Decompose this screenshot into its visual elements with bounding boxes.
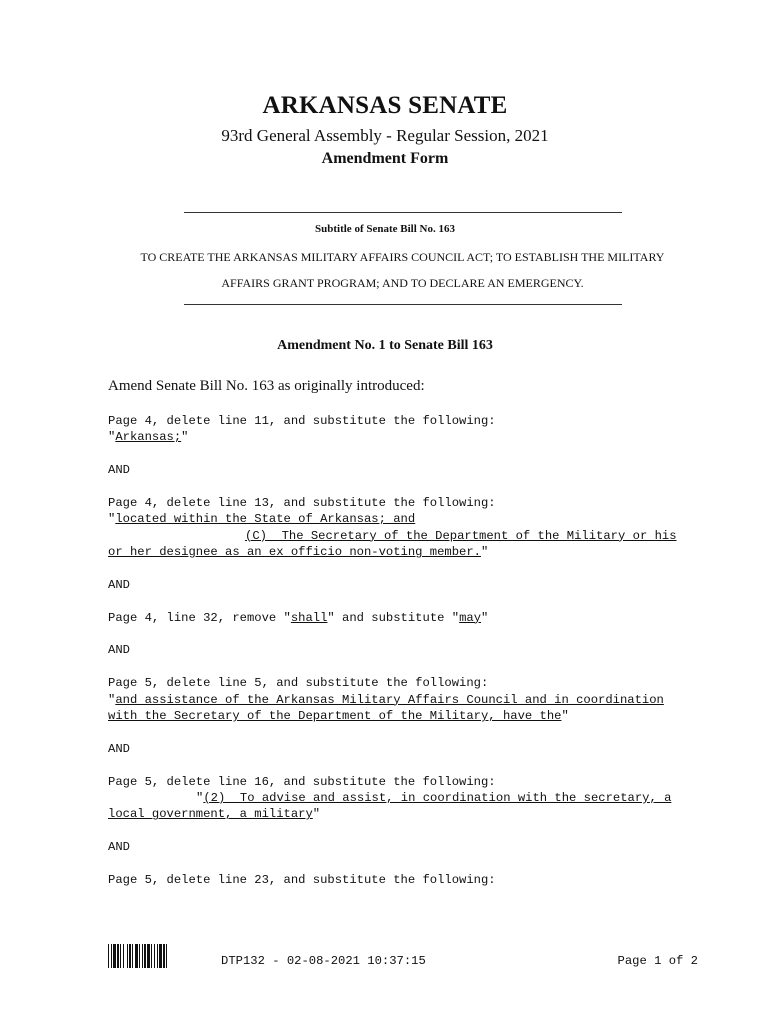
substitute-text: "and assistance of the Arkansas Military Affairs Council and in coordination [108,692,664,707]
inserted-text: local government, a military [108,807,313,822]
document-title: ARKANSAS SENATE [262,92,508,119]
substitute-text: "Arkansas;" [108,430,189,445]
subtitle-label: Subtitle of Senate Bill No. 163 [315,223,455,235]
instruction-line: Page 4, delete line 13, and substitute the following: [108,495,496,510]
form-title: Amendment Form [321,150,449,167]
instruction-line: Page 4, line 32, remove "shall" and substitute "may" [108,610,489,625]
instruction-line: Page 5, delete line 16, and substitute the following: [108,774,496,789]
bottom-rule [184,304,622,305]
substitute-text: or her designee as an ex officio non-voting member." [108,545,489,560]
inserted-word: may [459,610,482,625]
inserted-text: with the Secretary of the Department of the Military, have the [108,709,562,724]
amendment-body [108,413,708,888]
instruction-line: Page 4, delete line 11, and substitute the following: [108,414,496,428]
instruction-line: Page 5, delete line 5, and substitute the following: [108,676,489,691]
subtitle-line-2: AFFAIRS GRANT PROGRAM; AND TO DECLARE AN EMERGENCY. [221,276,584,290]
instruction-line: Page 5, delete line 23, and substitute the following: [108,872,496,887]
substitute-text: with the Secretary of the Department of the Military, have the" [108,709,569,724]
session-line: 93rd General Assembly - Regular Session, 2021 [221,126,549,145]
and-separator: AND [108,840,130,855]
inserted-text: (C) The Secretary of the Department of the Military or his [245,528,677,543]
subtitle-text [100,244,705,296]
page-number: Page 1 of 2 [617,954,698,968]
substitute-text: local government, a military" [108,807,321,822]
and-separator: AND [108,577,130,592]
inserted-text: and assistance of the Arkansas Military Affairs Council and in coordination [115,692,664,707]
and-separator: AND [108,463,130,478]
substitute-text: "(2) To advise and assist, in coordination with the secretary, a [196,790,672,805]
and-separator: AND [108,643,130,658]
and-separator: AND [108,741,130,756]
page-footer [108,944,698,972]
inserted-text: located within the State of Arkansas; and [115,512,416,527]
removed-word: shall [290,610,328,625]
barcode-icon [108,944,200,968]
inserted-text: or her designee as an ex officio non-voting member. [108,545,481,560]
amendment-intro: Amend Senate Bill No. 163 as originally introduced: [108,378,425,394]
inserted-text: Arkansas; [115,430,182,445]
top-rule [184,212,622,213]
inserted-text: (2) To advise and assist, in coordination with the secretary, a [203,790,672,805]
substitute-text [108,528,708,544]
subtitle-line-1: TO CREATE THE ARKANSAS MILITARY AFFAIRS COUNCIL ACT; TO ESTABLISH THE MILITARY [140,250,665,264]
document-id: DTP132 - 02-08-2021 10:37:15 [221,954,426,968]
substitute-text: "located within the State of Arkansas; and [108,512,416,527]
amendment-heading: Amendment No. 1 to Senate Bill 163 [277,338,493,353]
